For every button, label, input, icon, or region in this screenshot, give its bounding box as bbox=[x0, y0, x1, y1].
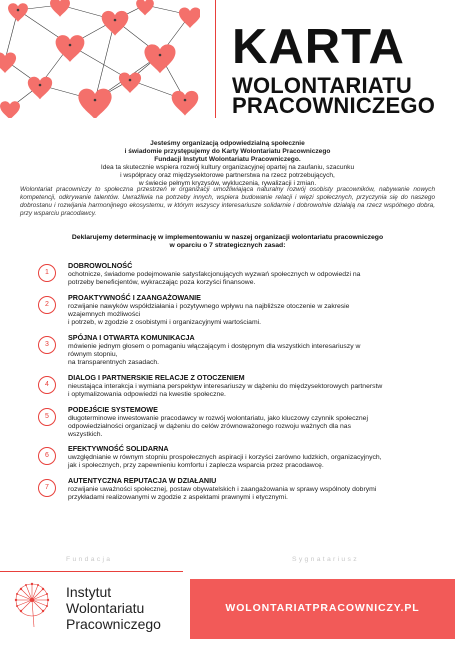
principle-number-badge: 3 bbox=[38, 336, 56, 354]
declaration bbox=[40, 234, 415, 250]
intro-line: i świadomie przystępujemy do Karty Wolontariatu Pracowniczego bbox=[124, 148, 331, 155]
dandelion-logo-icon bbox=[12, 582, 52, 628]
principle-title: AUTENTYCZNA REPUTACJA W DZIAŁANIU bbox=[68, 476, 217, 485]
principle-title: SPÓJNA I OTWARTA KOMUNIKACJA bbox=[68, 333, 195, 342]
page-title: KARTA bbox=[232, 20, 405, 74]
footer-divider bbox=[0, 571, 183, 572]
intro-line: Idea ta skutecznie wspiera rozwój kultury organizacyjnej opartej na zaufaniu, szacunku bbox=[100, 164, 355, 171]
website-link[interactable]: WOLONTARIATPRACOWNICZY.PL bbox=[225, 602, 420, 614]
principle-title: PROAKTYWNOŚĆ I ZAANGAŻOWANIE bbox=[68, 293, 201, 302]
principle-line: nieustająca interakcja i wymiana perspektyw interesariuszy w dążeniu do międzysektorowych partnerstw bbox=[68, 383, 383, 390]
signature-label-foundation: Fundacja bbox=[66, 556, 113, 563]
page-subtitle-line1: WOLONTARIATU bbox=[232, 73, 412, 98]
principle-description bbox=[68, 415, 428, 439]
principle-line: długoterminowe inwestowanie pracodawcy w rozwój wolontariatu, jako kluczowy czynnik społecznej bbox=[68, 415, 368, 422]
principle-description bbox=[68, 343, 428, 367]
principle-description bbox=[68, 271, 428, 287]
page-subtitle-line2: PRACOWNICZEGO bbox=[232, 93, 436, 118]
declaration-line: w oparciu o 7 strategicznych zasad: bbox=[169, 242, 286, 250]
intro-line: i współpracy oraz międzysektorowe partnerstwa na rzecz potrzebujących, bbox=[120, 172, 335, 179]
organization-name-line: Instytut bbox=[66, 584, 112, 600]
principle-number-badge: 7 bbox=[38, 479, 56, 497]
principle-title: DOBROWOLNOŚĆ bbox=[68, 261, 133, 270]
manifesto-paragraph: Wolontariat pracowniczy to społeczna przestrzeń w organizacji umożliwiająca naturalny rozwój osobisty pracowników, nabywanie nowych kompetencji, odkrywanie talentów. Uwrażliwia na potrzeby innych, wspiera budowanie relacji i więzi społecznych, przyczynia się do naszego dobrostanu i rozwijania harmonijnego ekosystemu, w którym wszyscy interesariusze solidarnie i dobrowolnie działają na rzecz wspólnego dobra, przy wsparciu pracodawcy. bbox=[20, 186, 435, 217]
principle-line: ochotnicze, świadome podejmowanie satysfakcjonujących wyzwań społecznych w odpowiedzi na bbox=[68, 271, 361, 278]
principle-number-badge: 4 bbox=[38, 376, 56, 394]
principle-description bbox=[68, 486, 428, 502]
principle-number-badge: 1 bbox=[38, 264, 56, 282]
intro-line: Jesteśmy organizacją odpowiedzialną społecznie bbox=[150, 140, 305, 147]
principle-description bbox=[68, 454, 428, 470]
principle-line: jak i społecznych, przy zapewnieniu komfortu i zaplecza wsparcia przez pracodawcę. bbox=[68, 462, 324, 469]
organization-name bbox=[66, 584, 161, 632]
principle-line: i potrzeb, w zgodzie z osobistymi i organizacyjnymi wartościami. bbox=[68, 319, 262, 326]
principle-line: równym stopniu, bbox=[68, 351, 118, 358]
intro-line: Fundacji Instytut Wolontariatu Pracowniczego. bbox=[154, 156, 301, 163]
declaration-line: Deklarujemy determinację w implementowaniu w naszej organizacji wolontariatu pracowniczego bbox=[71, 234, 384, 241]
footer-banner bbox=[190, 579, 455, 639]
intro-section bbox=[20, 140, 435, 188]
principle-line: rozwijanie nawyków współdziałania i pozytywnego wpływu na najbliższe otoczenie w zakresie bbox=[68, 303, 350, 310]
principle-title: PODEJŚCIE SYSTEMOWE bbox=[68, 405, 158, 414]
principle-title: DIALOG I PARTNERSKIE RELACJE Z OTOCZENIEM bbox=[68, 373, 245, 382]
signature-label-signatory: Sygnatariusz bbox=[292, 556, 359, 563]
principle-line: uwzględnianie w równym stopniu prospołecznych aspiracji i korzyści zarówno ludzkich, organizacyjnych, bbox=[68, 454, 382, 461]
principle-title: EFEKTYWNOŚĆ SOLIDARNA bbox=[68, 444, 169, 453]
organization-name-line: Wolontariatu bbox=[66, 600, 145, 616]
principle-number-badge: 5 bbox=[38, 408, 56, 426]
hearts-network-illustration bbox=[0, 0, 200, 118]
principle-line: przykładami realizowanymi w zgodzie z aspektami prawnymi i etycznymi. bbox=[68, 494, 288, 501]
intro-line: w świecie pełnym kryzysów, wykluczenia, rywalizacji i zmian. bbox=[138, 180, 317, 187]
principle-line: i optymalizowania odpowiedzi na kwestie społeczne. bbox=[68, 391, 226, 398]
header-divider bbox=[215, 0, 216, 118]
principle-line: mówienie jednym głosem o pomaganiu włączającym i dostępnym dla wszystkich interesariuszy w bbox=[68, 343, 361, 350]
principle-number-badge: 2 bbox=[38, 296, 56, 314]
principle-line: na transparentnych zasadach. bbox=[68, 359, 160, 366]
principle-description bbox=[68, 383, 428, 399]
principle-line: rozwijanie uważności społecznej, postaw obywatelskich i zaangażowania w sprawy wspólnoty dobrymi bbox=[68, 486, 377, 493]
principle-line: potrzeby beneficjentów, wykraczając poza korzyści finansowe. bbox=[68, 279, 256, 286]
principle-number-badge: 6 bbox=[38, 447, 56, 465]
principle-line: odpowiedzialności organizacji w dążeniu do celów zrównoważonego rozwoju ważnych dla nas bbox=[68, 423, 351, 430]
organization-name-line: Pracowniczego bbox=[66, 616, 161, 632]
principle-line: wzajemnych możliwości bbox=[68, 311, 141, 318]
principle-line: wszystkich. bbox=[68, 431, 103, 438]
principle-description bbox=[68, 303, 428, 327]
